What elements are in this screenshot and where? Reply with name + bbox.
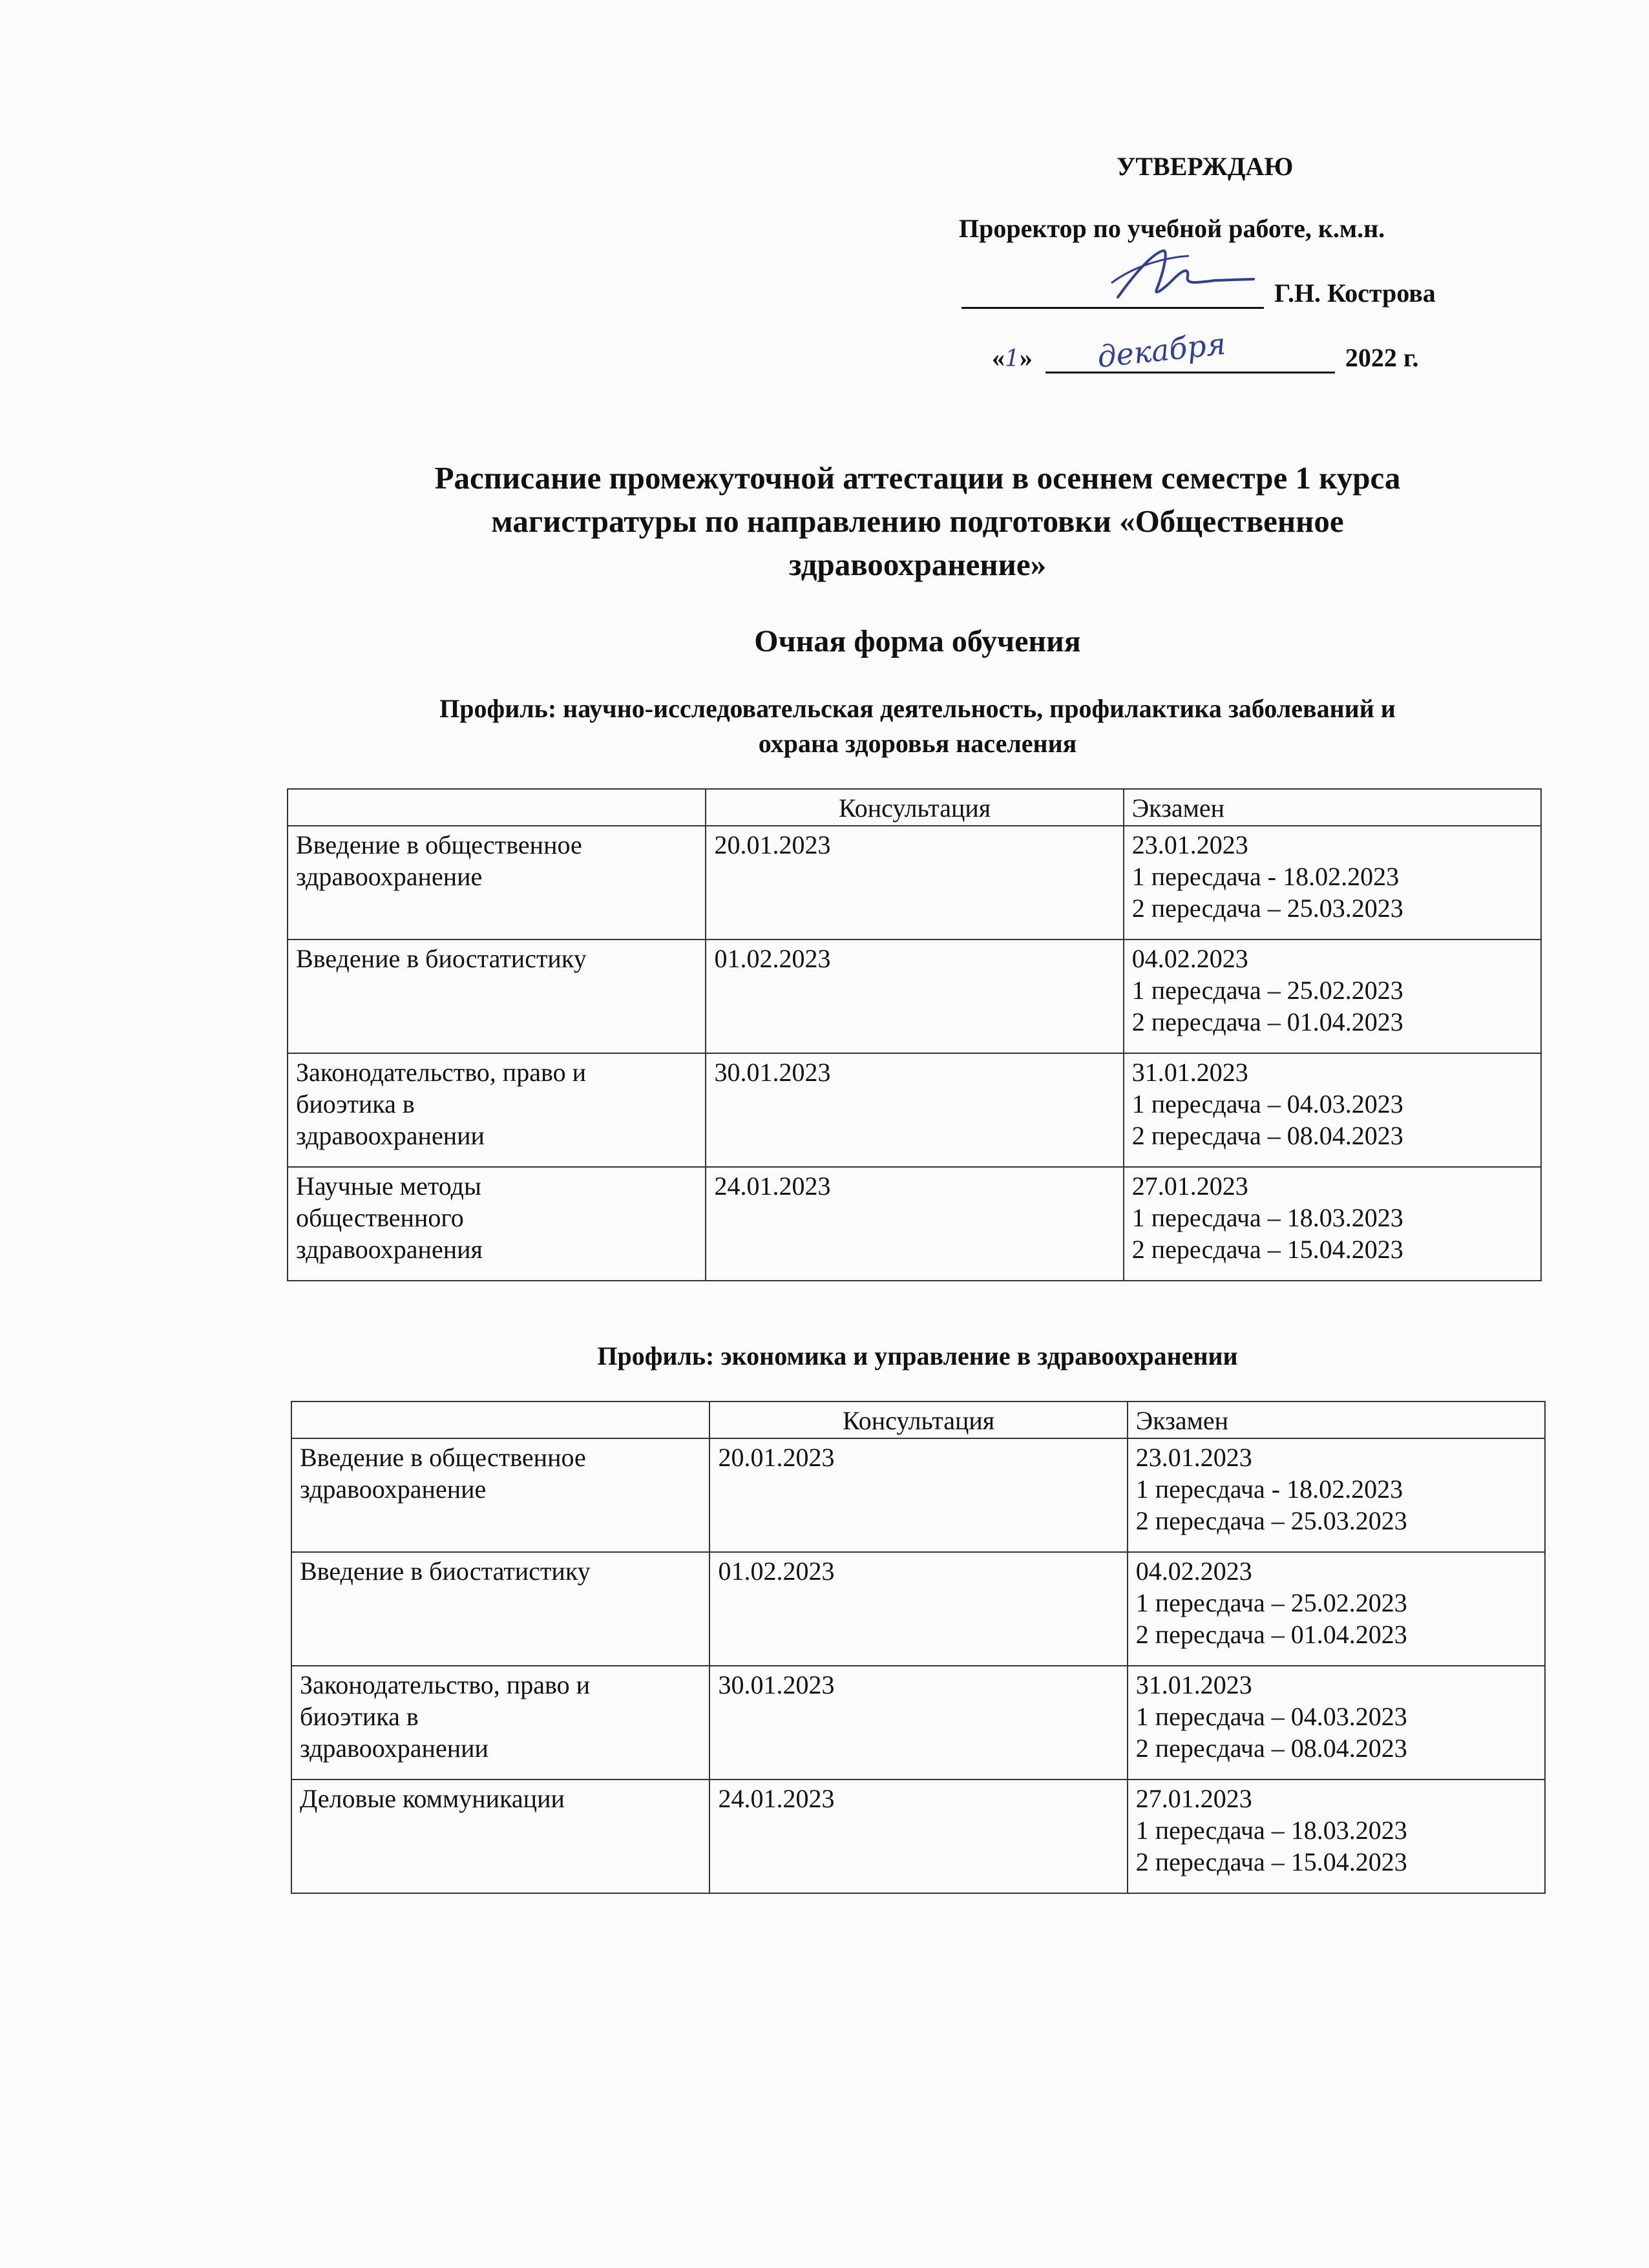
page-title [323, 456, 1512, 586]
exam-line: 2 пересдача – 25.03.2023 [1135, 1506, 1407, 1535]
exam-line: 2 пересдача – 15.04.2023 [1135, 1847, 1407, 1876]
subject-line: здравоохранении [300, 1734, 488, 1763]
exam-line: 2 пересдача – 01.04.2023 [1135, 1620, 1407, 1649]
title-line-3: здравоохранение» [788, 547, 1047, 582]
subject-cell [291, 1780, 709, 1893]
exam-line: 2 пересдача – 15.04.2023 [1131, 1235, 1403, 1264]
profile-1-label-line-1: Профиль: научно-исследовательская деятельность, профилактика заболеваний и [439, 694, 1396, 723]
consultation-cell: 01.02.2023 [706, 940, 1123, 1053]
header-consultation: Консультация [709, 1402, 1127, 1438]
header-consultation: Консультация [706, 789, 1123, 826]
study-form: Очная форма обучения [754, 624, 1081, 658]
exam-line: 1 пересдача – 04.03.2023 [1135, 1702, 1407, 1731]
header-subject [288, 789, 706, 826]
approval-position: Проректор по учебной работе, к.м.н. [959, 214, 1385, 243]
subject-line: здравоохранение [296, 862, 483, 891]
subject-cell [288, 1167, 706, 1281]
consultation-cell: 01.02.2023 [709, 1552, 1127, 1666]
profile-1-label [297, 691, 1538, 761]
exam-cell [1128, 1438, 1545, 1552]
exam-line: 1 пересдача – 04.03.2023 [1131, 1089, 1403, 1118]
table-header-row [291, 1402, 1545, 1438]
subject-line: Введение в биостатистику [296, 944, 587, 973]
exam-cell [1124, 1167, 1541, 1281]
schedule-table-1 [287, 788, 1542, 1281]
header-exam: Экзамен [1124, 789, 1541, 826]
table-row [291, 1552, 1545, 1666]
exam-line: 23.01.2023 [1135, 1443, 1252, 1472]
exam-line: 27.01.2023 [1131, 1171, 1248, 1201]
exam-line: 1 пересдача – 25.02.2023 [1135, 1588, 1407, 1617]
consultation-cell: 30.01.2023 [706, 1053, 1123, 1167]
approval-heading: УТВЕРЖДАЮ [1117, 152, 1294, 181]
table-row [291, 1666, 1545, 1780]
consultation-cell: 20.01.2023 [706, 826, 1123, 940]
exam-line: 23.01.2023 [1131, 830, 1248, 859]
title-line-2: магистратуры по направлению подготовки «Общественное [491, 503, 1344, 539]
subject-cell [288, 826, 706, 940]
subject-cell [291, 1666, 709, 1780]
subject-line: биоэтика в [296, 1089, 415, 1118]
subject-cell [291, 1552, 709, 1666]
table-row [291, 1780, 1545, 1893]
exam-line: 1 пересдача – 18.03.2023 [1135, 1816, 1407, 1845]
header-subject [291, 1402, 709, 1438]
approval-date [992, 326, 1419, 375]
subject-line: Законодательство, право и [296, 1058, 586, 1087]
exam-line: 04.02.2023 [1131, 944, 1248, 973]
consultation-cell: 20.01.2023 [709, 1438, 1127, 1552]
date-month: декабря [1095, 326, 1228, 375]
subject-line: Деловые коммуникации [300, 1784, 565, 1813]
exam-line: 2 пересдача – 08.04.2023 [1135, 1734, 1407, 1763]
profile-2-label-line-1: Профиль: экономика и управление в здравоохранении [597, 1341, 1238, 1370]
date-close-quote: » [1019, 343, 1033, 372]
approver-name: Г.Н. Кострова [1274, 278, 1436, 308]
profile-2-label [297, 1339, 1538, 1374]
subject-line: биоэтика в [300, 1702, 419, 1731]
table-row [288, 1167, 1541, 1281]
date-year: 2022 г. [1345, 343, 1419, 372]
table-row [288, 1053, 1541, 1167]
exam-line: 1 пересдача – 18.03.2023 [1131, 1203, 1403, 1232]
table-row [288, 826, 1541, 940]
exam-line: 1 пересдача – 25.02.2023 [1131, 976, 1403, 1005]
subject-line: общественного [296, 1203, 464, 1232]
exam-line: 31.01.2023 [1135, 1670, 1252, 1699]
schedule-table-2 [291, 1401, 1546, 1894]
exam-line: 1 пересдача - 18.02.2023 [1135, 1475, 1403, 1504]
consultation-cell: 24.01.2023 [709, 1780, 1127, 1893]
subject-line: Законодательство, право и [300, 1670, 590, 1699]
subject-cell [288, 1053, 706, 1167]
title-line-1: Расписание промежуточной аттестации в осеннем семестре 1 курса [434, 460, 1401, 496]
consultation-cell: 30.01.2023 [709, 1666, 1127, 1780]
subject-line: Научные методы [296, 1171, 481, 1201]
subject-line: Введение в общественное [300, 1443, 586, 1472]
subject-line: Введение в общественное [296, 830, 582, 859]
date-open-quote: « [992, 343, 1005, 372]
exam-line: 04.02.2023 [1135, 1557, 1252, 1586]
subject-line: здравоохранение [300, 1475, 487, 1504]
exam-line: 2 пересдача – 25.03.2023 [1131, 894, 1403, 923]
exam-line: 27.01.2023 [1135, 1784, 1252, 1813]
exam-cell [1124, 826, 1541, 940]
exam-line: 31.01.2023 [1131, 1058, 1248, 1087]
table-row [291, 1438, 1545, 1552]
header-exam: Экзамен [1128, 1402, 1545, 1438]
exam-cell [1124, 940, 1541, 1053]
exam-cell [1128, 1780, 1545, 1893]
table-row [288, 940, 1541, 1053]
subject-line: здравоохранения [296, 1235, 483, 1264]
exam-cell [1128, 1552, 1545, 1666]
exam-line: 2 пересдача – 01.04.2023 [1131, 1007, 1403, 1036]
profile-1-label-line-2: охрана здоровья населения [758, 729, 1077, 758]
exam-cell [1128, 1666, 1545, 1780]
subject-cell [291, 1438, 709, 1552]
date-day: 1 [1005, 346, 1020, 372]
consultation-cell: 24.01.2023 [706, 1167, 1123, 1281]
table-header-row [288, 789, 1541, 826]
subject-cell [288, 940, 706, 1053]
exam-line: 2 пересдача – 08.04.2023 [1131, 1121, 1403, 1150]
exam-cell [1124, 1053, 1541, 1167]
exam-line: 1 пересдача - 18.02.2023 [1131, 862, 1400, 891]
subject-line: Введение в биостатистику [300, 1557, 591, 1586]
subject-line: здравоохранении [296, 1121, 485, 1150]
handwritten-signature [1092, 244, 1260, 309]
